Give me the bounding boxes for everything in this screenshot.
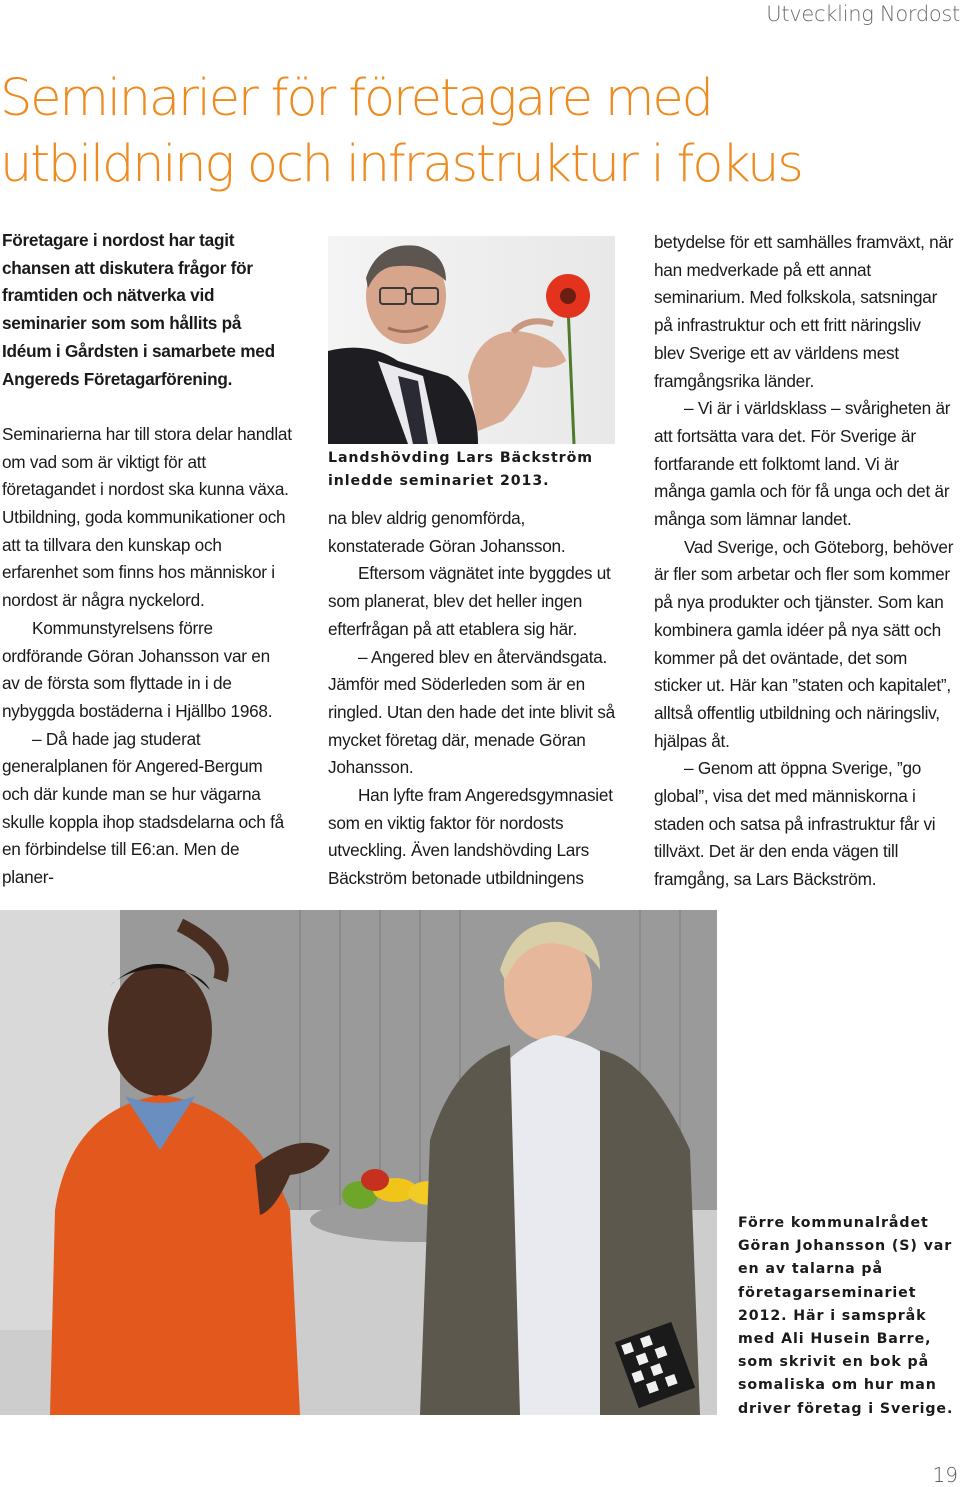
photo-seminar-conversation	[0, 910, 717, 1415]
paragraph: Vad Sverige, och Göteborg, behöver är fler som arbetar och fler som kommer på nya produkter och tjänster. Som kan kombinera gamla idéer på nya sätt och kommer på det oväntade, det som sticker ut. Här kan ”staten och kapitalet”, alltså offentlig utbildning och näringsliv, hjälpas åt.	[654, 536, 954, 751]
photo-lars-backstrom-image	[328, 236, 615, 444]
photo-seminar-conversation-image	[0, 910, 717, 1415]
photo-lars-backstrom	[328, 236, 615, 444]
lead-paragraph: Företagare i nordost har tagit chansen att diskutera frågor för framtiden och nätverka vid seminarier som som hållits på Idéum i Gårdsten i samarbete med Angereds Företagarförening.	[2, 230, 275, 389]
title-line-2: utbildning och infrastruktur i fokus	[0, 135, 802, 194]
article-column-1	[2, 227, 292, 892]
photo-caption-2: Förre kommunalrådet Göran Johansson (S) var en av talarna på företagarseminariet 2012. Här i samspråk med Ali Husein Barre, som skrivit en bok på somaliska om hur man driver företag i Sverige.	[738, 1215, 954, 1417]
paragraph: na blev aldrig genomförda, konstaterade Göran Johansson.	[328, 508, 566, 556]
paragraph: Han lyfte fram Angeredsgymnasiet som en viktig faktor för nordosts utveckling. Även landshövding Lars Bäckström betonade utbildningens	[328, 785, 613, 889]
page-number: 19	[932, 1463, 958, 1487]
section-label: Utveckling Nordost	[766, 2, 960, 26]
paragraph: betydelse för ett samhälles framväxt, när han medverkade på ett annat seminarium. Med folkskola, satsningar på infrastruktur och ett fritt näringsliv blev Sverige ett av världens mest framgångsrika länder.	[654, 232, 954, 391]
article-title	[0, 66, 900, 198]
article-column-3	[654, 229, 954, 894]
title-line-1: Seminarier för företagare med	[0, 69, 712, 128]
paragraph: Seminarierna har till stora delar handlat om vad som är viktigt för att företagandet i nordost ska kunna växa. Utbildning, goda kommunikationer och att ta tillvara den kunskap och erfarenhet som finns hos människor i nordost är några nyckelord.	[2, 423, 292, 611]
paragraph: – Angered blev en återvändsgata. Jämför med Söderleden som är en ringled. Utan den hade det inte blivit så mycket företag där, menade Göran Johansson.	[328, 646, 615, 778]
paragraph: Kommunstyrelsens förre ordförande Göran Johansson var en av de första som flyttade in i de nybyggda bostäderna i Hjällbo 1968.	[2, 617, 273, 721]
article-column-2	[328, 505, 618, 893]
paragraph: Eftersom vägnätet inte byggdes ut som planerat, blev det heller ingen efterfrågan på att etablera sig här.	[328, 563, 611, 639]
paragraph: – Vi är i världsklass – svårigheten är att fortsätta vara det. För Sverige är fortfarande ett folktomt land. Vi är många gamla och för få unga och det är många som lämnar landet.	[654, 398, 951, 530]
photo-caption-1: Landshövding Lars Bäckström inledde seminariet 2013.	[328, 450, 593, 490]
paragraph: – Genom att öppna Sverige, ”go global”, visa det med människorna i staden och satsa på infrastruktur får vi tillväxt. Det är den enda vägen till framgång, sa Lars Bäckström.	[654, 758, 936, 890]
paragraph: – Då hade jag studerat generalplanen för Angered-Bergum och där kunde man se hur vägarna skulle koppla ihop stadsdelarna och få en förbindelse till E6:an. Men de planer-	[2, 728, 284, 888]
